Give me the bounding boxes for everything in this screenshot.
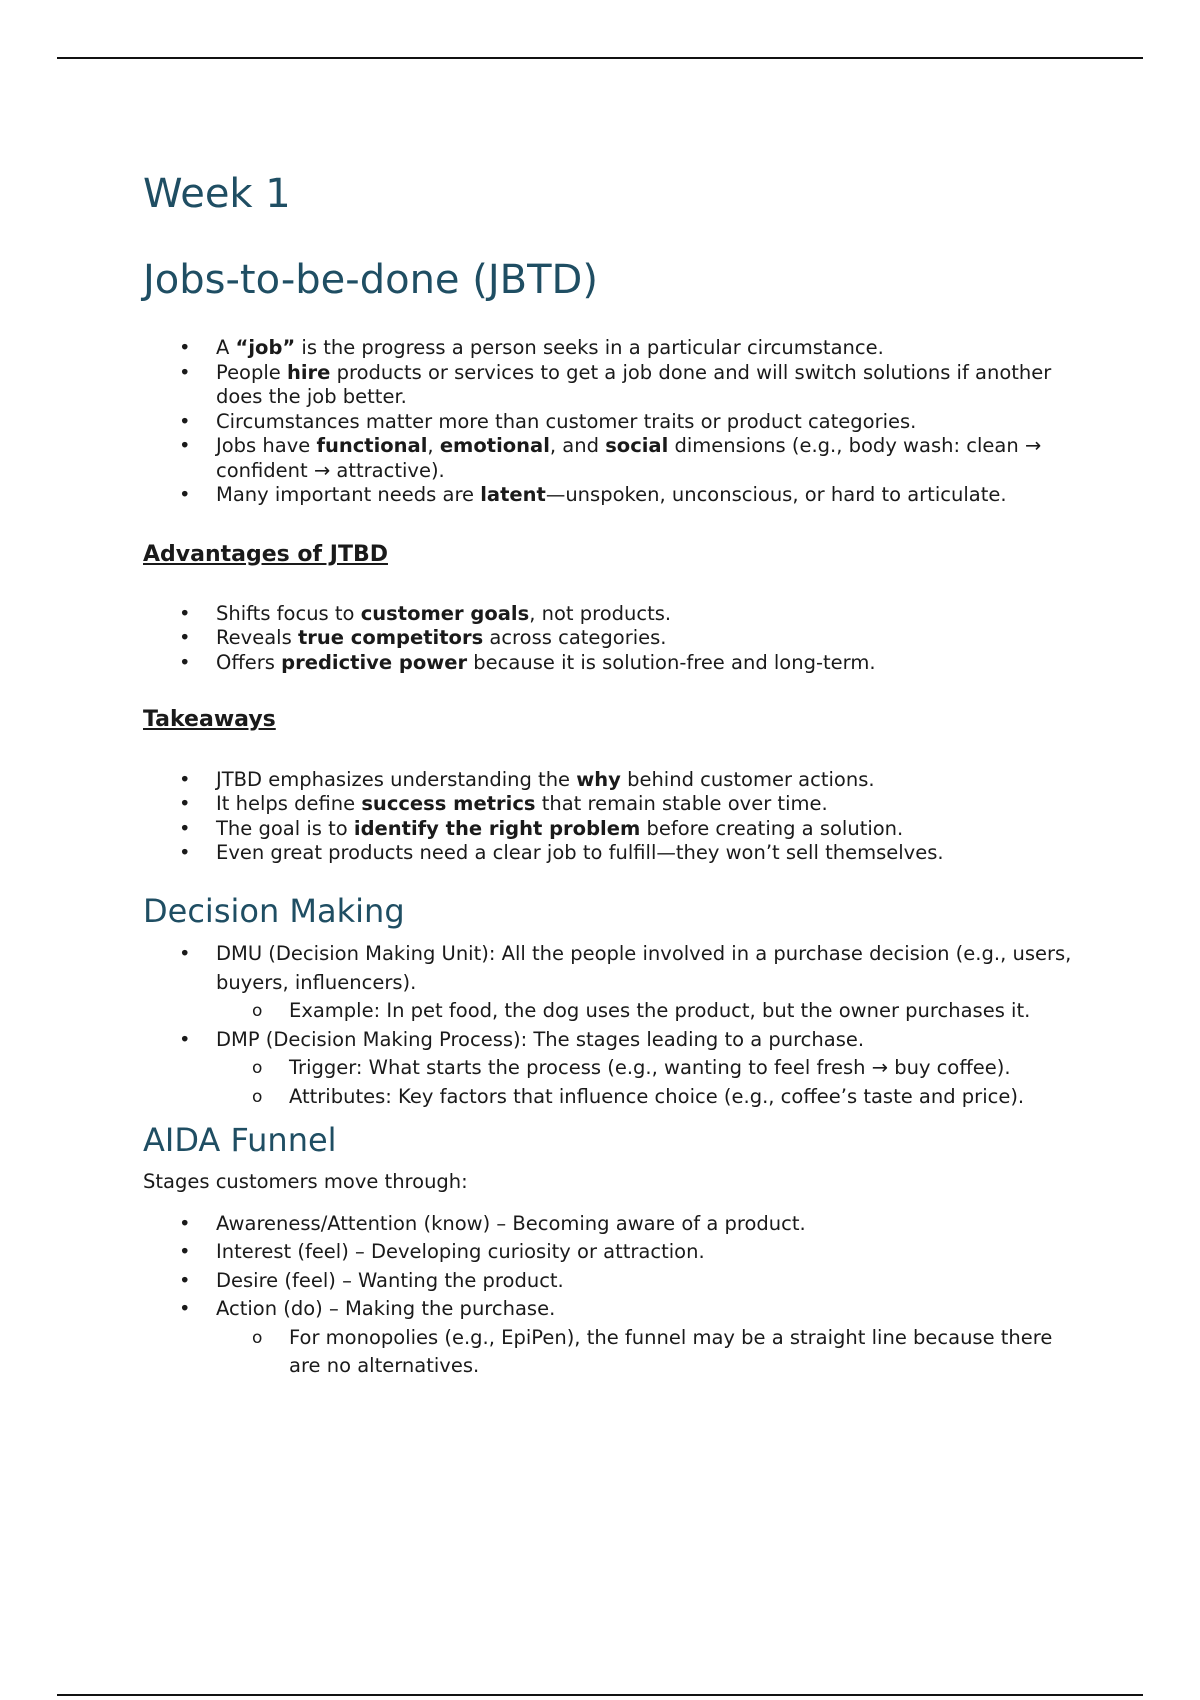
list-item: • Reveals true competitors across categories. [179,626,667,650]
list-item: • Action (do) – Making the purchase. o For monopolies (e.g., EpiPen), the funnel may be a straight line because there are no alternatives. [143,1295,1073,1381]
bottom-rule [57,1694,1143,1696]
bullet-marker: • [179,792,191,816]
bullet-marker: • [179,767,191,791]
list-item: • A “job” is the progress a person seeks in a particular circumstance. [179,336,884,359]
bullet-marker: • [179,1211,191,1235]
list-item: • DMU (Decision Making Unit): All the people involved in a purchase decision (e.g., users, buyers, influencers). o Example: In pet food, the dog uses the product, but the owner purchases it. [143,940,1073,1026]
jtbd-list [143,336,1073,508]
advantages-list [143,602,1073,676]
list-item: • Offers predictive power because it is solution-free and long-term. [179,650,876,674]
sub-list-item: o Example: In pet food, the dog uses the product, but the owner purchases it. [216,997,1073,1026]
bullet-marker: • [179,1297,191,1321]
bullet-marker: • [179,409,191,433]
aida-funnel-heading: AIDA Funnel [143,1121,337,1160]
list-item: • Shifts focus to customer goals, not products. [179,601,672,625]
list-item: • Interest (feel) – Developing curiosity or attraction. [143,1238,1073,1267]
list-item: • Many important needs are latent—unspoken, unconscious, or hard to articulate. [179,483,1007,506]
list-item: • Awareness/Attention (know) – Becoming aware of a product. [143,1210,1073,1239]
bullet-marker: • [179,336,191,359]
list-item: • It helps define success metrics that remain stable over time. [179,792,828,816]
list-item: • Jobs have functional, emotional, and social dimensions (e.g., body wash: clean → confident → attractive). [179,434,1042,482]
bullet-marker: • [179,360,191,384]
takeaways-list [143,768,1073,866]
bullet-marker: • [179,942,191,966]
aida-intro: Stages customers move through: [143,1169,468,1193]
list-item: • JTBD emphasizes understanding the why behind customer actions. [179,767,875,791]
decision-list [143,940,1073,1111]
takeaways-subheading: Takeaways [143,707,276,733]
bullet-marker: • [179,601,191,625]
bullet-marker: • [179,816,191,840]
bullet-marker: • [179,1240,191,1264]
sub-list-item: o For monopolies (e.g., EpiPen), the funnel may be a straight line because there are no alternatives. [252,1325,1053,1378]
list-item: • Even great products need a clear job to fulfill—they won’t sell themselves. [179,841,944,865]
document-body [143,170,1073,1381]
sub-bullet-marker: o [252,1058,263,1079]
list-item: • People hire products or services to get a job done and will switch solutions if another does the job better. [179,360,1052,408]
top-rule [57,57,1143,59]
jtbd-heading: Jobs-to-be-done (JBTD) [143,257,598,303]
bullet-marker: • [179,483,191,506]
bullet-marker: • [179,841,191,865]
advantages-subheading: Advantages of JTBD [143,541,388,567]
sub-bullet-marker: o [252,1327,263,1348]
sub-list-item: o Trigger: What starts the process (e.g., wanting to feel fresh → buy coffee). [216,1054,1073,1083]
bullet-marker: • [179,1027,191,1051]
bullet-marker: • [179,626,191,650]
list-item: • The goal is to identify the right problem before creating a solution. [179,816,904,840]
list-item: • Desire (feel) – Wanting the product. [143,1267,1073,1296]
sub-bullet-marker: o [252,1001,263,1022]
action-sublist [143,1324,1073,1381]
sub-list-item: o Attributes: Key factors that influence choice (e.g., coffee’s taste and price). [216,1083,1073,1112]
bullet-marker: • [179,650,191,674]
dmu-sublist [143,997,1073,1026]
bullet-marker: • [179,1268,191,1292]
dmp-sublist [143,1054,1073,1111]
list-item: • DMP (Decision Making Process): The stages leading to a purchase. o Trigger: What starts the process (e.g., wanting to feel fresh → buy coffee). o Attributes: Key factors that influence choice (e.g., coffee’s taste and price). [143,1026,1073,1112]
decision-making-heading: Decision Making [143,891,405,930]
sub-bullet-marker: o [252,1086,263,1107]
bullet-marker: • [179,434,191,457]
aida-list [143,1210,1073,1381]
week-heading: Week 1 [143,171,291,217]
list-item: • Circumstances matter more than customer traits or product categories. [179,409,917,433]
